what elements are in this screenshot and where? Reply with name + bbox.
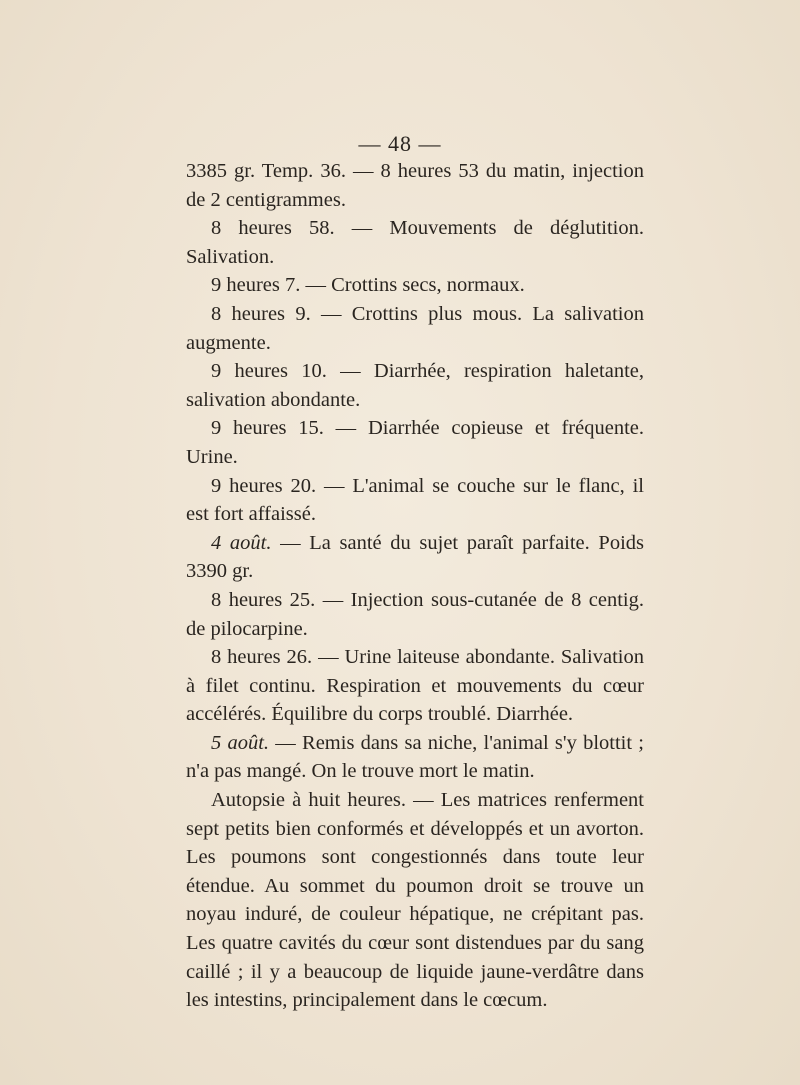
paragraph-7: 9 heures 20. — L'animal se couche sur le flanc, il est fort affaissé.	[186, 474, 644, 526]
body-text	[186, 157, 644, 1015]
paragraph-8-text: — La santé du sujet paraît parfaite. Poids 3390 gr.	[186, 531, 644, 583]
paragraph-1: 3385 gr. Temp. 36. — 8 heures 53 du matin, injection de 2 centigrammes.	[186, 160, 644, 211]
paragraph-11	[186, 729, 644, 786]
paragraph-11-text: — Remis dans sa niche, l'animal s'y blottit ; n'a pas mangé. On le trouve mort le matin.	[186, 731, 644, 783]
paragraph-4: 8 heures 9. — Crottins plus mous. La salivation augmente.	[186, 302, 644, 354]
paragraph-10: 8 heures 26. — Urine laiteuse abondante. Salivation à filet continu. Respiration et mouvements du cœur accélérés. Équilibre du corps troublé. Diarrhée.	[186, 646, 644, 726]
page-number: — 48 —	[358, 131, 442, 156]
paragraph-5: 9 heures 10. — Diarrhée, respiration haletante, salivation abondante.	[186, 360, 644, 411]
paragraph-3: 9 heures 7. — Crottins secs, normaux.	[211, 274, 525, 297]
paragraph-9: 8 heures 25. — Injection sous-cutanée de 8 centig. de pilocarpine.	[186, 588, 644, 640]
date-label: 5 août.	[211, 731, 270, 754]
paragraph-2: 8 heures 58. — Mouvements de déglutition. Salivation.	[186, 217, 644, 268]
date-label: 4 août.	[211, 531, 272, 554]
paragraph-8	[186, 529, 644, 586]
paragraph-12: Autopsie à huit heures. — Les matrices renferment sept petits bien conformés et développés et un avorton. Les poumons sont congestionnés dans toute leur étendue. Au sommet du poumon droit se trouve un noyau induré, de couleur hépatique, ne crépitant pas. Les quatre cavités du cœur sont distendues par du sang caillé ; il y a beaucoup de liquide jaune-verdâtre dans les intestins, principalement dans le cœcum.	[186, 789, 644, 1012]
paragraph-6: 9 heures 15. — Diarrhée copieuse et fréquente. Urine.	[186, 417, 644, 468]
